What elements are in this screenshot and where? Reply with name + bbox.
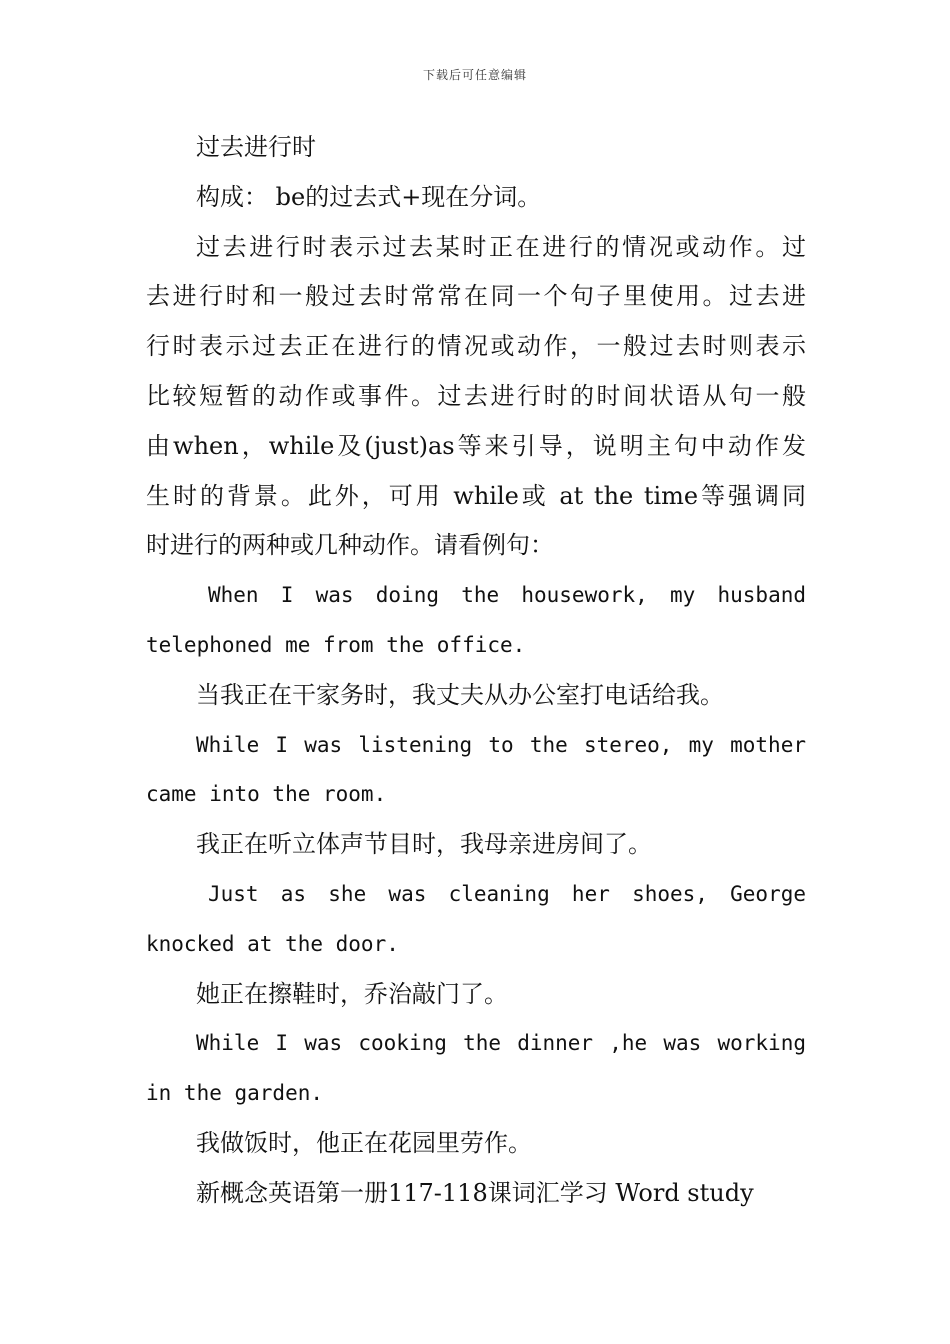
example-chinese: 当我正在干家务时，我丈夫从办公室打电话给我。	[196, 680, 724, 709]
next-section-heading: 新概念英语第一册117-118课词汇学习 Word study	[196, 1178, 754, 1207]
example-chinese: 我做饭时，他正在花园里劳作。	[196, 1128, 532, 1157]
composition-line: 构成： be的过去式+现在分词。	[196, 182, 542, 211]
example-english-cont: telephoned me from the office.	[146, 632, 526, 657]
page-header: 下载后可任意编辑	[422, 68, 527, 82]
example-english: Just as she was cleaning her shoes, George	[208, 881, 806, 906]
paragraph-line: 生时的背景。此外，可用 while或 at the time等强调同	[146, 481, 806, 510]
document-body	[146, 123, 806, 1219]
example-english: While I was listening to the stereo, my mother	[196, 732, 806, 757]
example-chinese: 我正在听立体声节目时，我母亲进房间了。	[196, 830, 652, 859]
paragraph-line: 比较短暂的动作或事件。过去进行时的时间状语从句一般	[146, 381, 806, 410]
example-english: While I was cooking the dinner ,he was working	[196, 1031, 806, 1056]
paragraph-line: 去进行时和一般过去时常常在同一个句子里使用。过去进	[146, 282, 806, 311]
paragraph-line: 由when，while及(just)as等来引导，说明主句中动作发	[146, 431, 806, 460]
paragraph-line: 过去进行时表示过去某时正在进行的情况或动作。过	[196, 232, 806, 261]
paragraph-line: 行时表示过去正在进行的情况或动作，一般过去时则表示	[146, 332, 806, 361]
example-english-cont: in the garden.	[146, 1081, 324, 1106]
example-english-cont: came into the room.	[146, 782, 387, 807]
paragraph-line: 时进行的两种或几种动作。请看例句：	[146, 531, 554, 560]
example-chinese: 她正在擦鞋时，乔治敲门了。	[196, 979, 508, 1008]
example-english: When I was doing the housework, my husband	[208, 583, 806, 608]
example-english-cont: knocked at the door.	[146, 931, 399, 956]
section-title: 过去进行时	[196, 133, 316, 161]
